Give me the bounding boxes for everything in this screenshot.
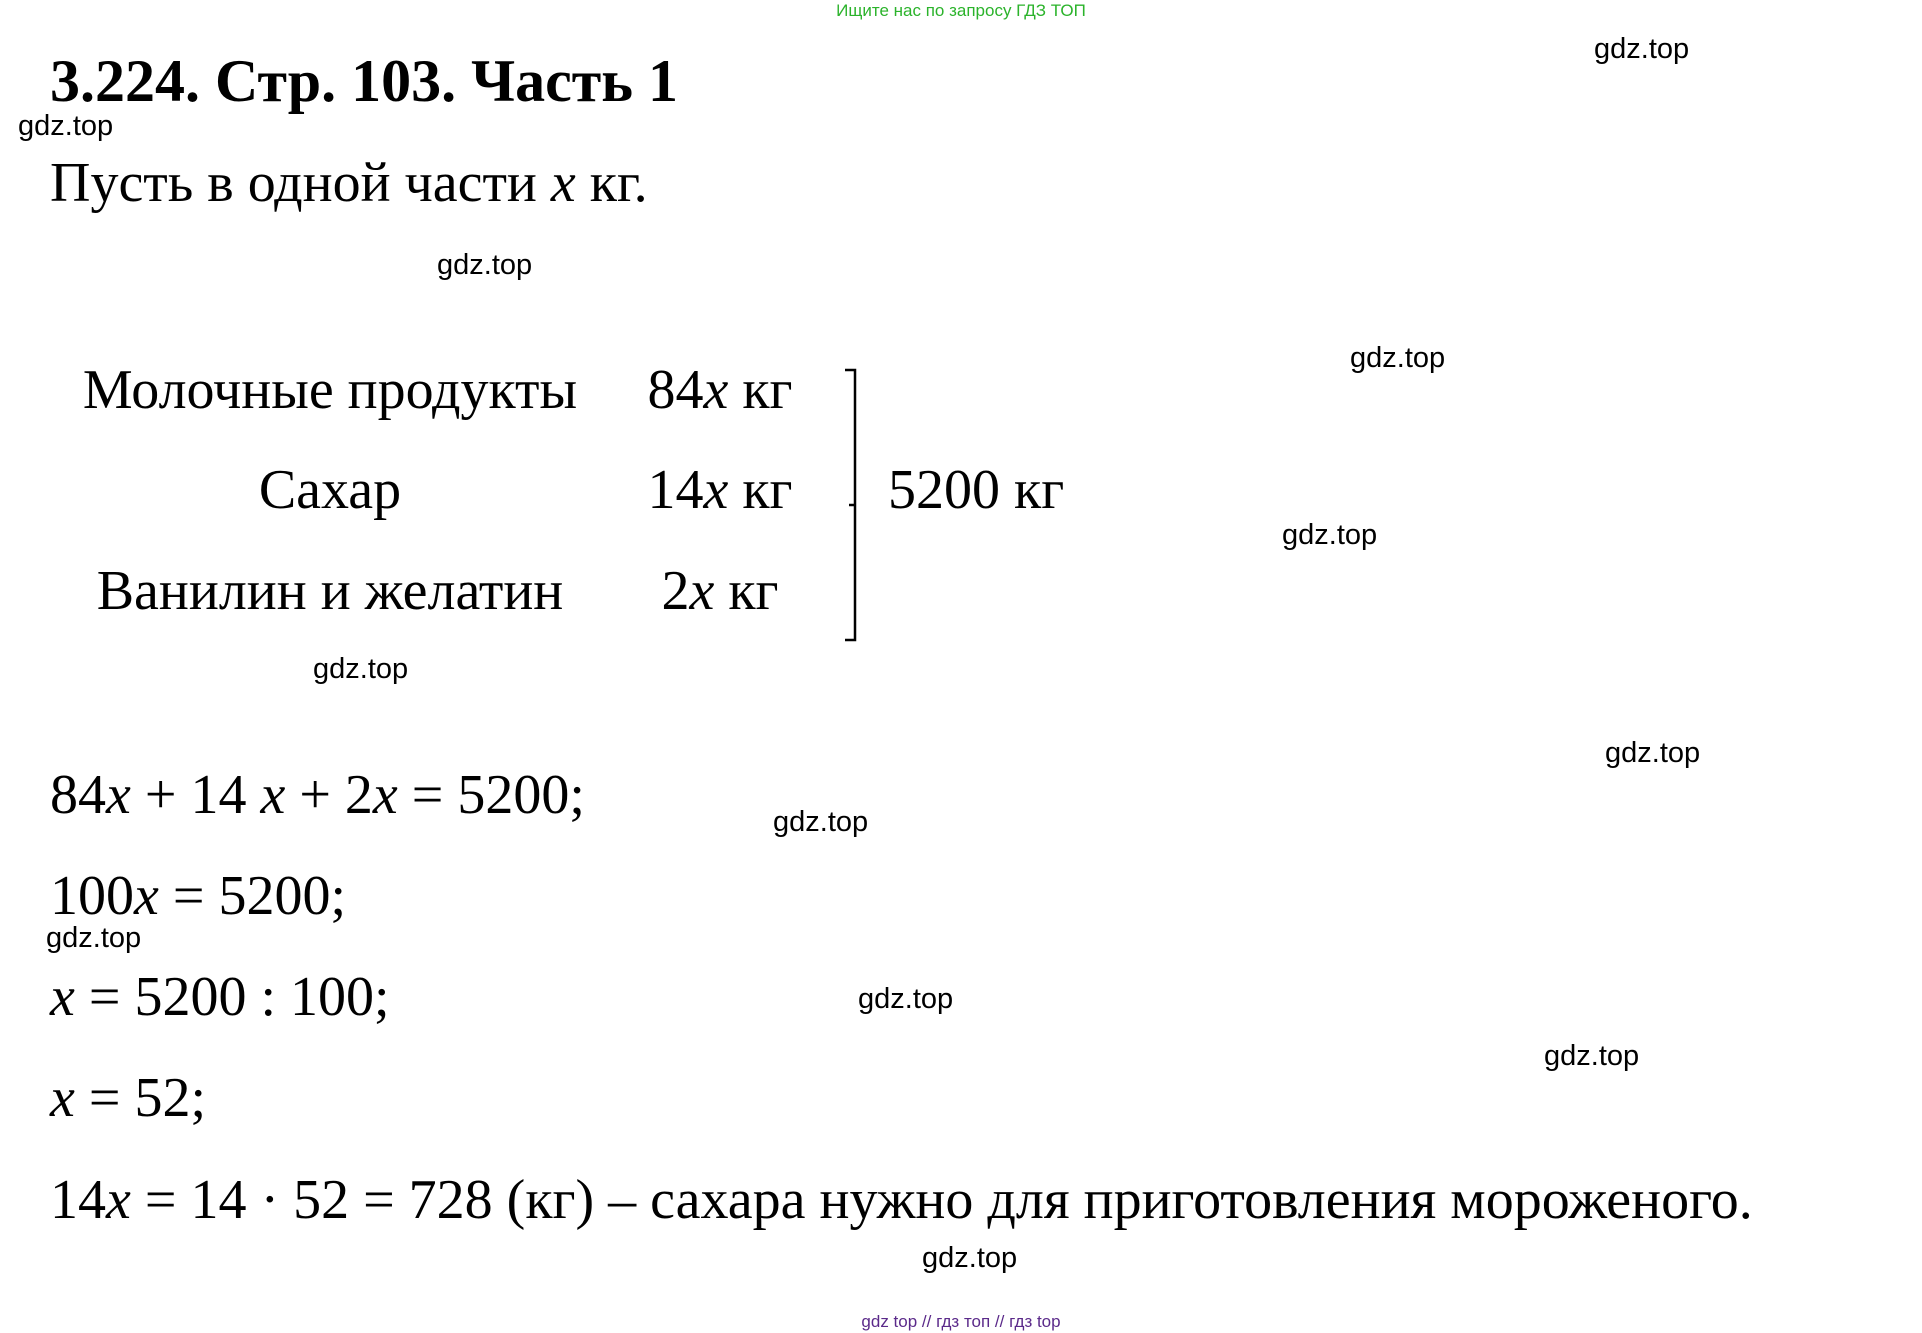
footer-links[interactable]: gdz top // гдз топ // гдз top: [861, 1312, 1061, 1331]
watermark: gdz.top: [773, 806, 869, 838]
watermark: gdz.top: [437, 249, 533, 281]
equation-1: 84x + 14 x + 2x = 5200;: [50, 764, 585, 826]
watermark: gdz.top: [1605, 737, 1701, 769]
row-value-sugar: 14x кг: [647, 459, 793, 521]
watermark: gdz.top: [922, 1242, 1018, 1274]
watermark: gdz.top: [1282, 519, 1378, 551]
top-banner[interactable]: Ищите нас по запросу ГДЗ ТОП: [836, 1, 1086, 20]
row-value-dairy: 84x кг: [647, 359, 793, 421]
watermark: gdz.top: [313, 653, 409, 685]
watermark: gdz.top: [1594, 33, 1690, 65]
right-brace: [835, 365, 875, 645]
row-label-vanillin: Ванилин и желатин: [96, 560, 564, 622]
equation-2: 100x = 5200;: [50, 865, 346, 927]
total-value: 5200 кг: [888, 459, 1065, 521]
row-label-sugar: Сахар: [258, 459, 402, 521]
watermark: gdz.top: [858, 983, 954, 1015]
row-value-vanillin: 2x кг: [661, 560, 779, 622]
watermark: gdz.top: [1350, 342, 1446, 374]
watermark: gdz.top: [18, 110, 114, 142]
equation-5: 14x = 14 · 52 = 728 (кг) – сахара нужно для приготовления мороженого.: [50, 1169, 1753, 1231]
page-title: 3.224. Стр. 103. Часть 1: [50, 48, 678, 114]
equation-4: x = 52;: [50, 1067, 206, 1129]
equation-3: x = 5200 : 100;: [50, 966, 390, 1028]
watermark: gdz.top: [1544, 1040, 1640, 1072]
intro-text: Пусть в одной части x кг.: [50, 152, 648, 214]
row-label-dairy: Молочные продукты: [82, 359, 578, 421]
watermark: gdz.top: [46, 922, 142, 954]
